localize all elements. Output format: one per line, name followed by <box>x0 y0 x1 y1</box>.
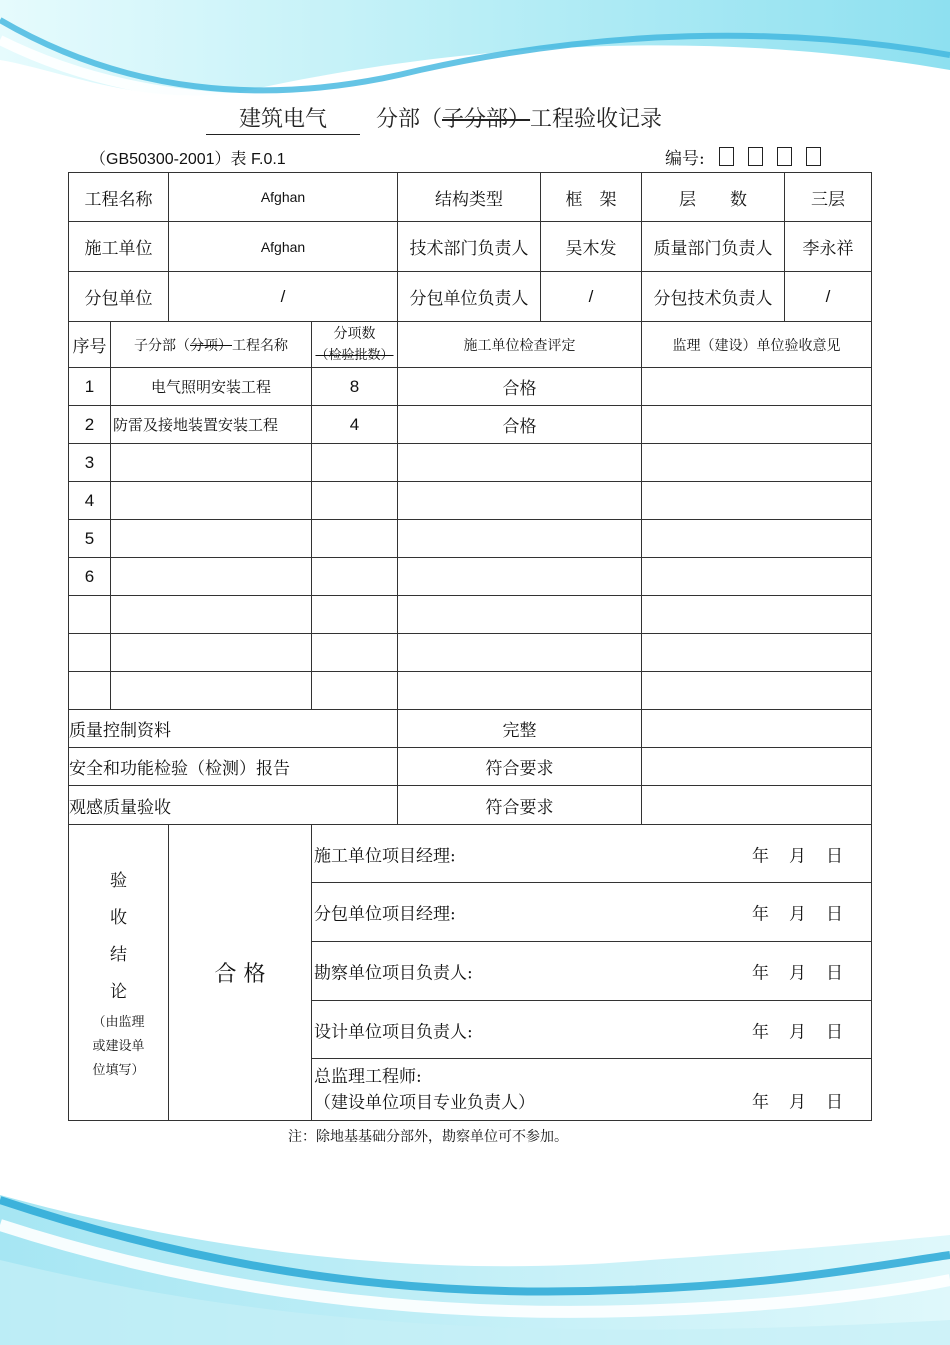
signature-role: 分包单位项目经理: <box>314 904 456 925</box>
row-opinion[interactable] <box>642 672 872 710</box>
signature-date <box>732 1088 843 1113</box>
table-row <box>69 558 872 596</box>
row-count <box>312 444 398 482</box>
signature-role: 勘察单位项目负责人: <box>314 963 473 984</box>
standard-reference <box>90 146 286 169</box>
record-number-label: 编号: <box>665 149 705 169</box>
signature-sub[interactable] <box>312 883 872 942</box>
row-no: 2 <box>69 406 111 444</box>
date-month: 月 <box>789 963 806 984</box>
title-tail: 工程验收记录 <box>530 107 663 132</box>
row-no: 1 <box>69 368 111 406</box>
summary-row <box>69 786 872 825</box>
row-check <box>398 482 642 520</box>
row-no <box>69 596 111 634</box>
row-opinion[interactable] <box>642 520 872 558</box>
row-count <box>312 596 398 634</box>
row-check <box>398 672 642 710</box>
date-year: 年 <box>752 846 769 866</box>
record-number <box>665 144 821 169</box>
number-box[interactable] <box>806 147 821 166</box>
number-box[interactable] <box>748 147 763 166</box>
col-count <box>312 322 398 368</box>
row-no: 6 <box>69 558 111 596</box>
summary-row <box>69 748 872 786</box>
row-name: 防雷及接地装置安装工程 <box>111 406 312 444</box>
signature-date <box>732 959 843 984</box>
conclusion-note: 或建设单 <box>92 1038 145 1054</box>
builder-label: 施工单位 <box>69 222 169 272</box>
conclusion-char: 结 <box>110 944 127 965</box>
project-name-label: 工程名称 <box>69 173 169 222</box>
summary-label: 安全和功能检验（检测）报告 <box>69 748 398 786</box>
signature-design[interactable] <box>312 1001 872 1059</box>
row-no: 5 <box>69 520 111 558</box>
row-check <box>398 444 642 482</box>
signature-role: 设计单位项目负责人: <box>314 1022 473 1042</box>
row-check: 合格 <box>398 406 642 444</box>
table-row <box>69 406 872 444</box>
floors-value: 三层 <box>785 173 872 222</box>
row-count: 4 <box>312 406 398 444</box>
conclusion-note: 位填写） <box>92 1062 145 1078</box>
date-month: 月 <box>789 1022 806 1042</box>
date-year: 年 <box>752 904 769 925</box>
col-name-b: 工程名称 <box>232 337 288 354</box>
col-no: 序号 <box>69 322 111 368</box>
title-part-suffix: 分部（ <box>376 107 443 132</box>
row-count <box>312 482 398 520</box>
summary-opinion[interactable] <box>642 710 872 748</box>
summary-value: 完整 <box>398 710 642 748</box>
signature-survey[interactable] <box>312 942 872 1001</box>
row-check <box>398 520 642 558</box>
row-opinion[interactable] <box>642 596 872 634</box>
document-title <box>0 106 950 140</box>
sub-label: 分包单位 <box>69 272 169 322</box>
footnote: 注：除地基基础分部外，勘察单位可不参加。 <box>288 1129 568 1145</box>
col-check: 施工单位检查评定 <box>398 322 642 368</box>
date-day: 日 <box>826 963 843 984</box>
conclusion-note: （由监理 <box>92 1014 145 1030</box>
row-opinion[interactable] <box>642 482 872 520</box>
floors-label: 层 数 <box>642 173 785 222</box>
row-count <box>312 672 398 710</box>
row-no <box>69 672 111 710</box>
header-row-project <box>69 173 872 222</box>
summary-value: 符合要求 <box>398 748 642 786</box>
builder-value: Afghan <box>169 222 398 272</box>
signature-role-sub: （建设单位项目专业负责人） <box>314 1092 535 1113</box>
summary-row <box>69 710 872 748</box>
summary-label: 观感质量验收 <box>69 786 398 825</box>
row-name <box>111 520 312 558</box>
col-count-a: 分项数 <box>333 325 376 342</box>
row-no: 3 <box>69 444 111 482</box>
title-rest <box>376 106 662 134</box>
row-opinion[interactable] <box>642 634 872 672</box>
col-opinion: 监理（建设）单位验收意见 <box>642 322 872 368</box>
row-name <box>111 634 312 672</box>
sub-tech-value: / <box>785 272 872 322</box>
summary-value: 符合要求 <box>398 786 642 825</box>
sub-value: / <box>169 272 398 322</box>
date-year: 年 <box>752 1022 769 1042</box>
signature-date <box>732 900 843 925</box>
date-day: 日 <box>826 846 843 866</box>
signature-row <box>69 825 872 883</box>
number-box[interactable] <box>777 147 792 166</box>
date-month: 月 <box>789 904 806 925</box>
quality-head-label: 质量部门负责人 <box>642 222 785 272</box>
summary-opinion[interactable] <box>642 748 872 786</box>
row-check <box>398 634 642 672</box>
row-count <box>312 634 398 672</box>
structure-label: 结构类型 <box>398 173 541 222</box>
number-box[interactable] <box>719 147 734 166</box>
sub-head-label: 分包单位负责人 <box>398 272 541 322</box>
column-header-row <box>69 322 872 368</box>
conclusion-char: 收 <box>110 907 127 928</box>
quality-head-value: 李永祥 <box>785 222 872 272</box>
standard-table-no: F.0.1 <box>251 151 286 168</box>
title-struck-text: 子分部） <box>442 107 531 132</box>
conclusion-char: 验 <box>110 870 127 891</box>
standard-code: （GB50300-2001） <box>90 151 231 168</box>
header-row-builder <box>69 222 872 272</box>
date-month: 月 <box>789 1092 806 1113</box>
tech-head-label: 技术部门负责人 <box>398 222 541 272</box>
row-check <box>398 558 642 596</box>
header-row-sub <box>69 272 872 322</box>
conclusion-char: 论 <box>110 981 127 1002</box>
table-row <box>69 482 872 520</box>
signature-role-block <box>314 1064 535 1116</box>
date-month: 月 <box>789 846 806 866</box>
conclusion-label-cell <box>69 825 169 1121</box>
table-row <box>69 444 872 482</box>
summary-label: 质量控制资料 <box>69 710 398 748</box>
project-name-value: Afghan <box>169 173 398 222</box>
signature-date <box>732 1017 843 1042</box>
date-day: 日 <box>826 1092 843 1113</box>
row-no: 4 <box>69 482 111 520</box>
row-name <box>111 672 312 710</box>
table-row <box>69 596 872 634</box>
table-row <box>69 672 872 710</box>
row-opinion[interactable] <box>642 558 872 596</box>
signature-role: 总监理工程师: <box>314 1066 422 1087</box>
row-name <box>111 482 312 520</box>
row-name: 电气照明安装工程 <box>111 368 312 406</box>
signature-role: 施工单位项目经理: <box>314 846 456 866</box>
col-count-struck: （检验批数） <box>315 347 394 363</box>
row-opinion[interactable] <box>642 444 872 482</box>
table-row <box>69 634 872 672</box>
col-name-a: 子分部（ <box>134 337 190 354</box>
tech-head-value: 吴木发 <box>541 222 642 272</box>
row-name <box>111 596 312 634</box>
signature-supervisor[interactable] <box>312 1059 872 1121</box>
date-day: 日 <box>826 904 843 925</box>
row-opinion[interactable] <box>642 368 872 406</box>
standard-table-word: 表 <box>230 149 247 168</box>
row-count <box>312 520 398 558</box>
row-count: 8 <box>312 368 398 406</box>
date-year: 年 <box>752 963 769 984</box>
col-name-struck: 分项） <box>190 337 232 354</box>
col-name <box>111 322 312 368</box>
sub-head-value: / <box>541 272 642 322</box>
table-row <box>69 520 872 558</box>
row-opinion[interactable] <box>642 406 872 444</box>
row-check <box>398 596 642 634</box>
row-no <box>69 634 111 672</box>
signature-builder[interactable] <box>312 825 872 883</box>
signature-date <box>732 841 843 866</box>
sub-tech-label: 分包技术负责人 <box>642 272 785 322</box>
conclusion-result: 合 格 <box>169 825 312 1121</box>
acceptance-table <box>68 172 872 1121</box>
date-day: 日 <box>826 1022 843 1042</box>
title-part-name: 建筑电气 <box>206 106 360 135</box>
table-row <box>69 368 872 406</box>
row-name <box>111 444 312 482</box>
structure-value: 框 架 <box>541 173 642 222</box>
summary-opinion[interactable] <box>642 786 872 825</box>
row-name <box>111 558 312 596</box>
date-year: 年 <box>752 1092 769 1113</box>
row-count <box>312 558 398 596</box>
row-check: 合格 <box>398 368 642 406</box>
